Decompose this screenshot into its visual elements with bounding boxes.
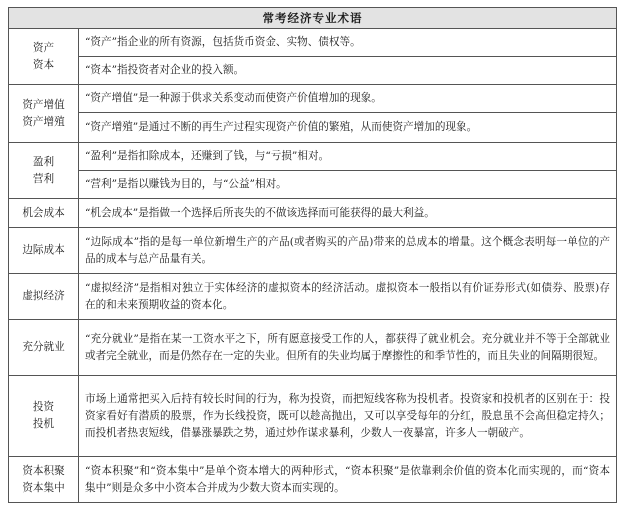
definition-cell: “资产增值”是一种源于供求关系变动而使资产价值增加的现象。 <box>79 85 617 113</box>
definition-cell: “虚拟经济”是指相对独立于实体经济的虚拟资本的经济活动。虚拟资本一般指以有价证券形式(如债券、股票)存在的和未来预期收益的资本化。 <box>79 274 617 320</box>
terms-table <box>8 7 617 503</box>
table-row <box>9 320 617 376</box>
table-row <box>9 57 617 85</box>
term-label: 盈利 <box>32 155 55 168</box>
term-cell <box>9 85 79 143</box>
term-label: 营利 <box>32 172 55 185</box>
definition-cell: “资本”指投资者对企业的投入额。 <box>79 57 617 85</box>
term-label: 投机 <box>32 418 55 430</box>
table-row <box>9 274 617 320</box>
term-label: 虚拟经济 <box>22 290 65 302</box>
table-row <box>9 199 617 228</box>
table-row <box>9 29 617 57</box>
table-row <box>9 171 617 199</box>
term-cell <box>9 29 79 85</box>
term-cell <box>9 320 79 376</box>
table-row <box>9 457 617 503</box>
table-row <box>9 113 617 143</box>
definition-cell: “机会成本”是指做一个选择后所丧失的不做该选择而可能获得的最大利益。 <box>79 199 617 228</box>
table-row <box>9 85 617 113</box>
table-title: 常考经济专业术语 <box>9 8 617 29</box>
term-label: 资本积聚 <box>22 464 65 477</box>
term-label: 投资 <box>32 401 55 413</box>
definition-cell: “边际成本”指的是每一单位新增生产的产品(或者购买的产品)带来的总成本的增量。这个概念表明每一单位的产品的成本与总产品量有关。 <box>79 228 617 274</box>
definition-cell: 市场上通常把买入后持有较长时间的行为，称为投资，而把短线客称为投机者。投资家和投机者的区别在于：投资家看好有潜质的股票，作为长线投资，既可以趁高抛出，又可以享受每年的分红，股息虽不会高但稳定持久；而投机者热衷短线，借暴涨暴跌之势，通过炒作谋求暴利，少数人一夜暴富，许多人一朝破产。 <box>79 376 617 457</box>
term-label: 机会成本 <box>22 206 65 219</box>
term-label: 资产 <box>32 41 55 54</box>
definition-cell: “资本积聚”和“资本集中”是单个资本增大的两种形式，“资本积聚”是依靠剩余价值的资本化而实现的，而“资本集中”则是众多中小资本合并成为少数大资本而实现的。 <box>79 457 617 503</box>
table-row <box>9 143 617 171</box>
definition-cell: “资产”指企业的所有资源，包括货币资金、实物、债权等。 <box>79 29 617 57</box>
term-cell <box>9 199 79 228</box>
term-cell <box>9 228 79 274</box>
term-cell <box>9 274 79 320</box>
term-label: 资产增殖 <box>22 115 65 128</box>
term-cell <box>9 376 79 457</box>
term-label: 充分就业 <box>22 341 65 353</box>
definition-cell: “营利”是指以赚钱为目的，与“公益”相对。 <box>79 171 617 199</box>
term-label: 资产增值 <box>22 98 65 111</box>
definition-cell: “充分就业”是指在某一工资水平之下，所有愿意接受工作的人，都获得了就业机会。充分就业并不等于全部就业或者完全就业，而是仍然存在一定的失业。但所有的失业均属于摩擦性的和季节性的，而且失业的间隔期很短。 <box>79 320 617 376</box>
term-cell <box>9 457 79 503</box>
term-label: 边际成本 <box>22 244 65 256</box>
table-row <box>9 228 617 274</box>
term-cell <box>9 143 79 199</box>
term-label: 资本 <box>32 58 55 71</box>
definition-cell: “资产增殖”是通过不断的再生产过程实现资产价值的繁殖，从而使资产增加的现象。 <box>79 113 617 143</box>
table-row <box>9 376 617 457</box>
term-label: 资本集中 <box>22 481 65 494</box>
definition-cell: “盈利”是指扣除成本，还赚到了钱，与“亏损”相对。 <box>79 143 617 171</box>
